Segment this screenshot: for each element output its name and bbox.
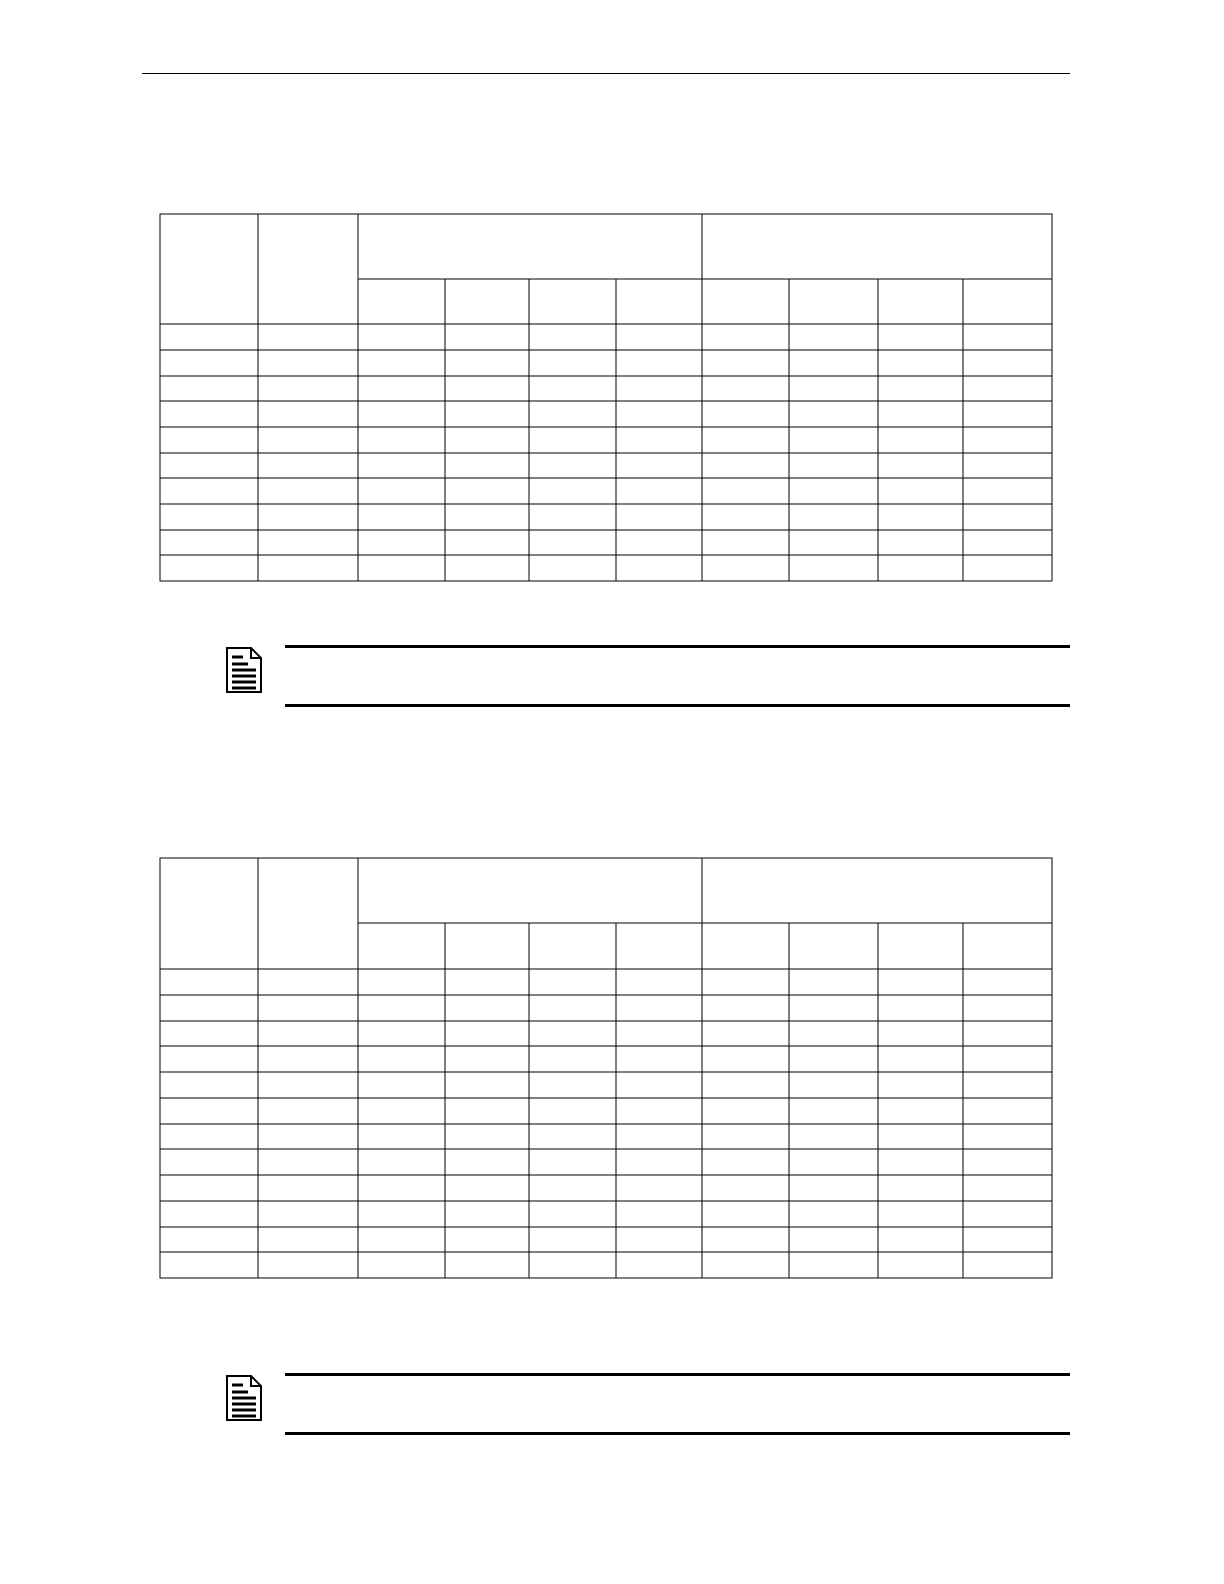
page-header-rule <box>142 73 1070 74</box>
note-document-icon <box>226 1375 262 1421</box>
note-document-icon <box>226 647 262 693</box>
note-1-top-rule <box>285 645 1070 648</box>
table-2-border <box>160 858 1052 1278</box>
note-2-bottom-rule <box>285 1432 1070 1435</box>
note-2-top-rule <box>285 1373 1070 1376</box>
note-1-bottom-rule <box>285 704 1070 707</box>
table-1-border <box>160 214 1052 581</box>
